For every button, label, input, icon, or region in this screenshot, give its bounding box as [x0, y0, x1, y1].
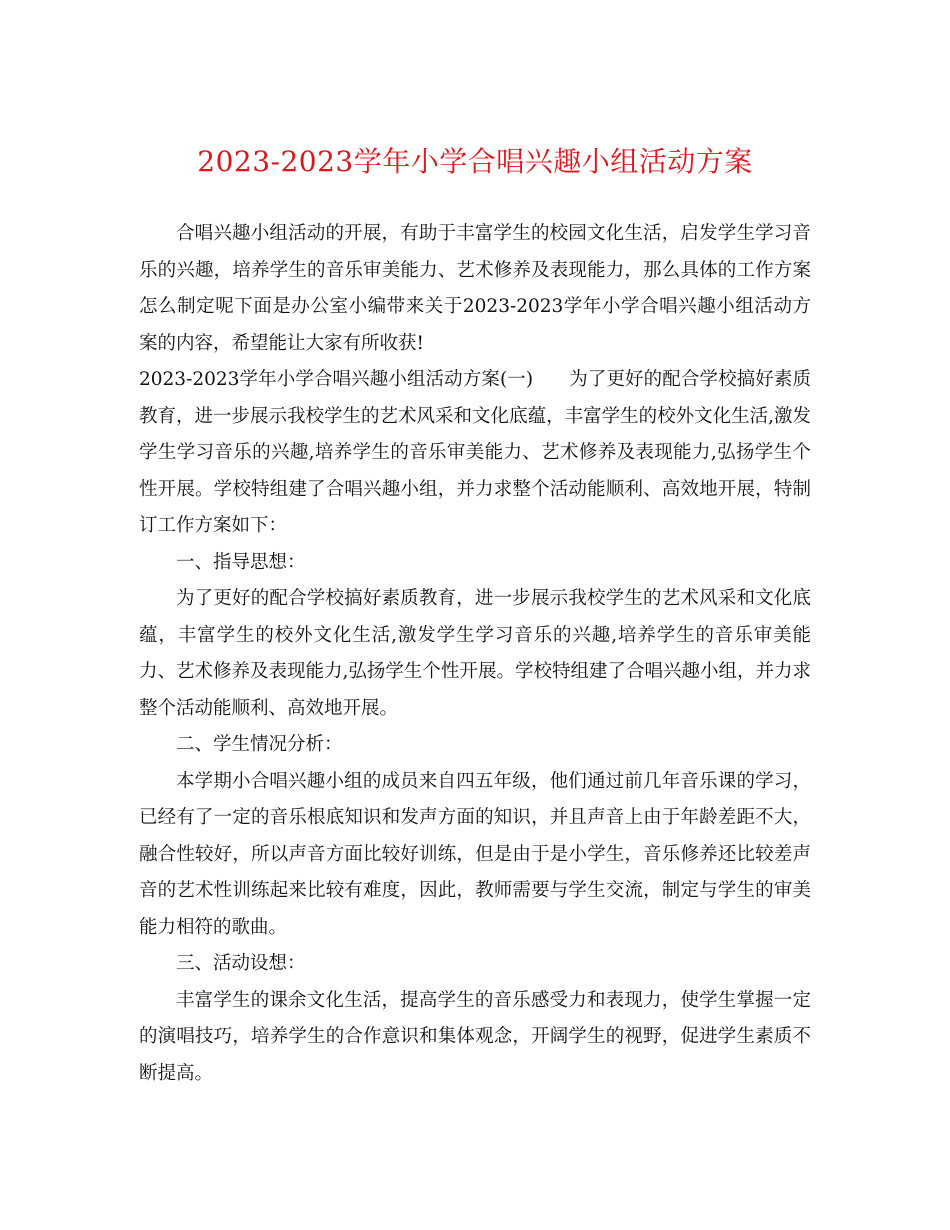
intro-paragraph: 合唱兴趣小组活动的开展，有助于丰富学生的校园文化生活，启发学生学习音乐的兴趣，培养学生的音乐审美能力、艺术修养及表现能力，那么具体的工作方案怎么制定呢下面是办公室小编带来关于2023-2023学年小学合唱兴趣小组活动方案的内容，希望能让大家有所收获! [139, 223, 811, 354]
section-heading-3: 三、活动设想： [176, 953, 306, 974]
section-text-1: 为了更好的配合学校搞好素质教育，进一步展示我校学生的艺术风采和文化底蕴，丰富学生的校外文化生活,激发学生学习音乐的兴趣,培养学生的音乐审美能力、艺术修养及表现能力,弘扬学生个性开展。学校特组建了合唱兴趣小组，并力求整个活动能顺利、高效地开展。 [139, 588, 811, 719]
plan-intro: 为了更好的配合学校搞好素质教育，进一步展示我校学生的艺术风采和文化底蕴，丰富学生的校外文化生活,激发学生学习音乐的兴趣,培养学生的音乐审美能力、艺术修养及表现能力,弘扬学生个性开展。学校特组建了合唱兴趣小组，并力求整个活动能顺利、高效地开展，特制订工作方案如下： [139, 369, 811, 536]
plan-heading: 2023-2023学年小学合唱兴趣小组活动方案(一) [139, 369, 534, 390]
document-body [139, 216, 811, 1092]
section-heading-2: 二、学生情况分析： [176, 734, 343, 755]
plan-paragraph [139, 362, 811, 545]
document-title: 2023-2023学年小学合唱兴趣小组活动方案 [197, 145, 753, 178]
section-text-2: 本学期小合唱兴趣小组的成员来自四五年级，他们通过前几年音乐课的学习，已经有了一定的音乐根底知识和发声方面的知识，并且声音上由于年龄差距不大，融合性较好，所以声音方面比较好训练，但是由于是小学生，音乐修养还比较差声音的艺术性训练起来比较有难度，因此，教师需要与学生交流，制定与学生的审美能力相符的歌曲。 [139, 770, 811, 938]
section-text-3: 丰富学生的课余文化生活，提高学生的音乐感受力和表现力，使学生掌握一定的演唱技巧，培养学生的合作意识和集体观念，开阔学生的视野，促进学生素质不断提高。 [139, 989, 811, 1084]
section-heading-1: 一、指导思想： [176, 551, 306, 573]
